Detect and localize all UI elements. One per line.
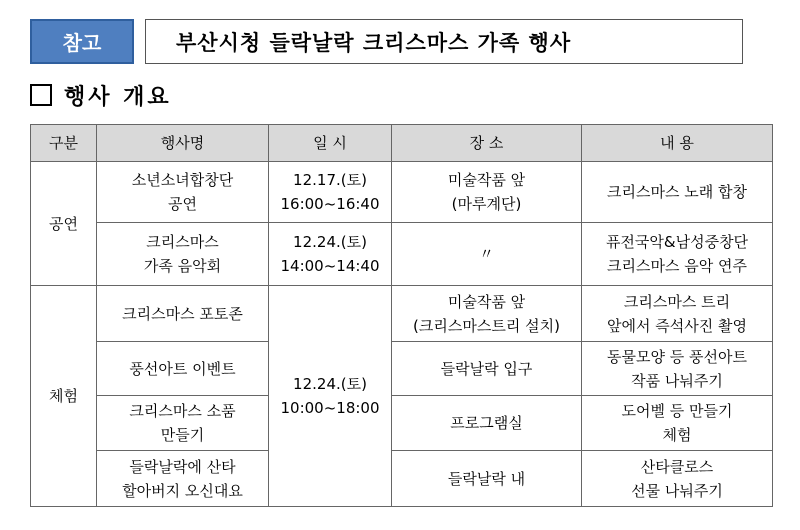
column-header-datetime: 일 시 (269, 125, 392, 162)
document-title: 부산시청 들락날락 크리스마스 가족 행사 (145, 19, 743, 64)
reference-tag: 참고 (30, 19, 134, 64)
table-row (31, 286, 773, 342)
place-cell: 미술작품 앞 (크리스마스트리 설치) (392, 286, 582, 342)
content-cell: 동물모양 등 풍선아트 작품 나눠주기 (582, 342, 773, 396)
datetime-cell: 12.24.(토) 14:00~14:40 (269, 223, 392, 286)
place-cell: 프로그램실 (392, 396, 582, 451)
place-cell: 미술작품 앞 (마루계단) (392, 162, 582, 223)
section-title: 행사 개요 (64, 84, 172, 110)
table-row (31, 396, 773, 451)
table-row (31, 162, 773, 223)
place-cell: 〃 (392, 223, 582, 286)
event-name-cell: 크리스마스 가족 음악회 (97, 223, 269, 286)
datetime-cell: 12.17.(토) 16:00~16:40 (269, 162, 392, 223)
event-name-cell: 풍선아트 이벤트 (97, 342, 269, 396)
place-cell: 들락날락 입구 (392, 342, 582, 396)
column-header-content: 내 용 (582, 125, 773, 162)
content-cell: 크리스마스 트리 앞에서 즉석사진 촬영 (582, 286, 773, 342)
event-table (30, 124, 773, 507)
table-row (31, 223, 773, 286)
table-row (31, 342, 773, 396)
event-name-cell: 크리스마스 포토존 (97, 286, 269, 342)
column-header-place: 장 소 (392, 125, 582, 162)
content-cell: 퓨전국악&남성중창단 크리스마스 음악 연주 (582, 223, 773, 286)
place-cell: 들락날락 내 (392, 451, 582, 507)
section-heading (30, 78, 172, 112)
datetime-cell-experience: 12.24.(토) 10:00~18:00 (269, 286, 392, 507)
content-cell: 도어벨 등 만들기 체험 (582, 396, 773, 451)
event-name-cell: 소년소녀합창단 공연 (97, 162, 269, 223)
column-header-event-name: 행사명 (97, 125, 269, 162)
event-name-cell: 크리스마스 소품 만들기 (97, 396, 269, 451)
column-header-category: 구분 (31, 125, 97, 162)
table-row (31, 451, 773, 507)
group-experience: 체험 (31, 286, 97, 507)
group-performance: 공연 (31, 162, 97, 286)
document-header (30, 17, 744, 67)
checkbox-icon (30, 84, 52, 106)
content-cell: 크리스마스 노래 합창 (582, 162, 773, 223)
event-name-cell: 들락날락에 산타 할아버지 오신대요 (97, 451, 269, 507)
content-cell: 산타클로스 선물 나눠주기 (582, 451, 773, 507)
table-header-row (31, 125, 773, 162)
